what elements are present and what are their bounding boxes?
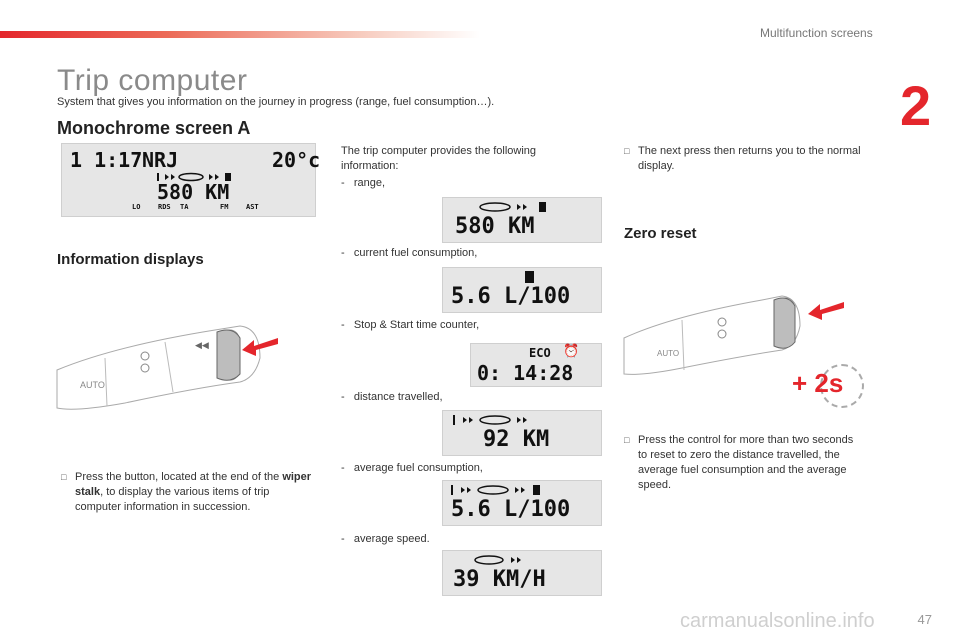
instruction-text-end: , to display the various items of trip computer information in succession. [75, 486, 270, 513]
wiper-stalk-illustration [55, 318, 275, 414]
middle-intro: The trip computer provides the following information: [341, 145, 537, 172]
svg-text:AUTO: AUTO [657, 349, 680, 358]
heading-information-displays: Information displays [57, 251, 204, 268]
svg-text:◀◀: ◀◀ [195, 340, 209, 350]
red-arrow-icon [240, 334, 280, 358]
zero-reset-instruction [624, 433, 874, 493]
indicator-ta: TA [180, 203, 189, 211]
display-range-value: 580 KM [455, 214, 535, 239]
next-press-note [624, 144, 874, 174]
item-average-consumption-label: average fuel consumption, [353, 462, 483, 474]
display-stop-start [470, 343, 602, 387]
item-stop-start: - Stop & Start time counter, [341, 319, 480, 331]
wiper-stalk-instruction [61, 470, 321, 515]
screen-time: 1 1:17 [70, 148, 143, 172]
indicator-rds: RDS [158, 203, 171, 211]
instruction-text-start: Press the button, located at the end of the [75, 471, 283, 483]
svg-text:AUTO: AUTO [80, 380, 105, 390]
item-current-consumption: - current fuel consumption, [341, 247, 478, 259]
heading-zero-reset: Zero reset [624, 225, 697, 242]
display-distance-value: 92 KM [483, 427, 550, 452]
hold-2s-label: + 2s [792, 368, 844, 398]
display-stop-start-value: 0: 14:28 [477, 361, 574, 385]
item-distance-label: distance travelled, [353, 391, 443, 403]
item-current-consumption-label: current fuel consumption, [353, 247, 478, 259]
display-average-consumption [442, 480, 602, 526]
range-icons [473, 201, 573, 213]
item-average-consumption: - average fuel consumption, [341, 462, 483, 474]
screen-temperature: 20°c [272, 148, 321, 172]
screen-station: NRJ [142, 148, 179, 172]
checkbox-bullet-icon: □ [61, 472, 67, 482]
monochrome-screen-a [61, 143, 321, 217]
page-intro: System that gives you information on the journey in progress (range, fuel consumption…). [57, 96, 495, 108]
heading-monochrome-screen: Monochrome screen A [57, 118, 251, 138]
item-average-speed: - average speed. [341, 533, 430, 545]
indicator-ast: AST [246, 203, 259, 211]
average-consumption-icons [449, 484, 579, 496]
display-range [442, 197, 602, 243]
fuel-pump-icon [523, 270, 543, 284]
indicator-lo: LO [132, 203, 141, 211]
display-distance [442, 410, 602, 456]
eco-label: ECO [529, 346, 551, 360]
hold-2s-badge [790, 364, 862, 408]
item-distance: - distance travelled, [341, 391, 443, 403]
checkbox-bullet-icon: □ [624, 146, 630, 156]
chapter-number: 2 [900, 74, 932, 137]
page-title: Trip computer [57, 64, 248, 97]
watermark: carmanualsonline.info [680, 610, 875, 632]
clock-icon: ⏰ [563, 344, 580, 359]
display-current-consumption-value: 5.6 L/100 [451, 284, 571, 309]
checkbox-bullet-icon: □ [624, 435, 630, 445]
screen-range: 580 KM [157, 180, 230, 204]
display-average-consumption-value: 5.6 L/100 [451, 497, 571, 522]
zero-reset-stalk-illustration [622, 290, 812, 380]
header-accent-bar [0, 31, 480, 38]
next-press-text: The next press then returns you to the normal display. [638, 145, 861, 172]
display-average-speed [442, 550, 602, 596]
item-average-speed-label: average speed. [353, 533, 430, 545]
display-average-speed-value: 39 KM/H [453, 567, 546, 592]
indicator-fm: FM [220, 203, 229, 211]
red-arrow-icon [806, 300, 846, 324]
display-current-consumption [442, 267, 602, 313]
item-range: - range, [341, 177, 386, 189]
zero-reset-text: Press the control for more than two seconds to reset to zero the distance travelled, the average fuel consumption and the average speed. [638, 434, 854, 491]
page-number: 47 [917, 612, 932, 627]
instruction-bold: wiper stalk [75, 471, 312, 498]
distance-icons [451, 414, 561, 426]
item-stop-start-label: Stop & Start time counter, [353, 319, 480, 331]
section-title: Multifunction screens [760, 26, 873, 40]
item-range-label: range, [353, 177, 386, 189]
speed-icons [473, 554, 553, 566]
